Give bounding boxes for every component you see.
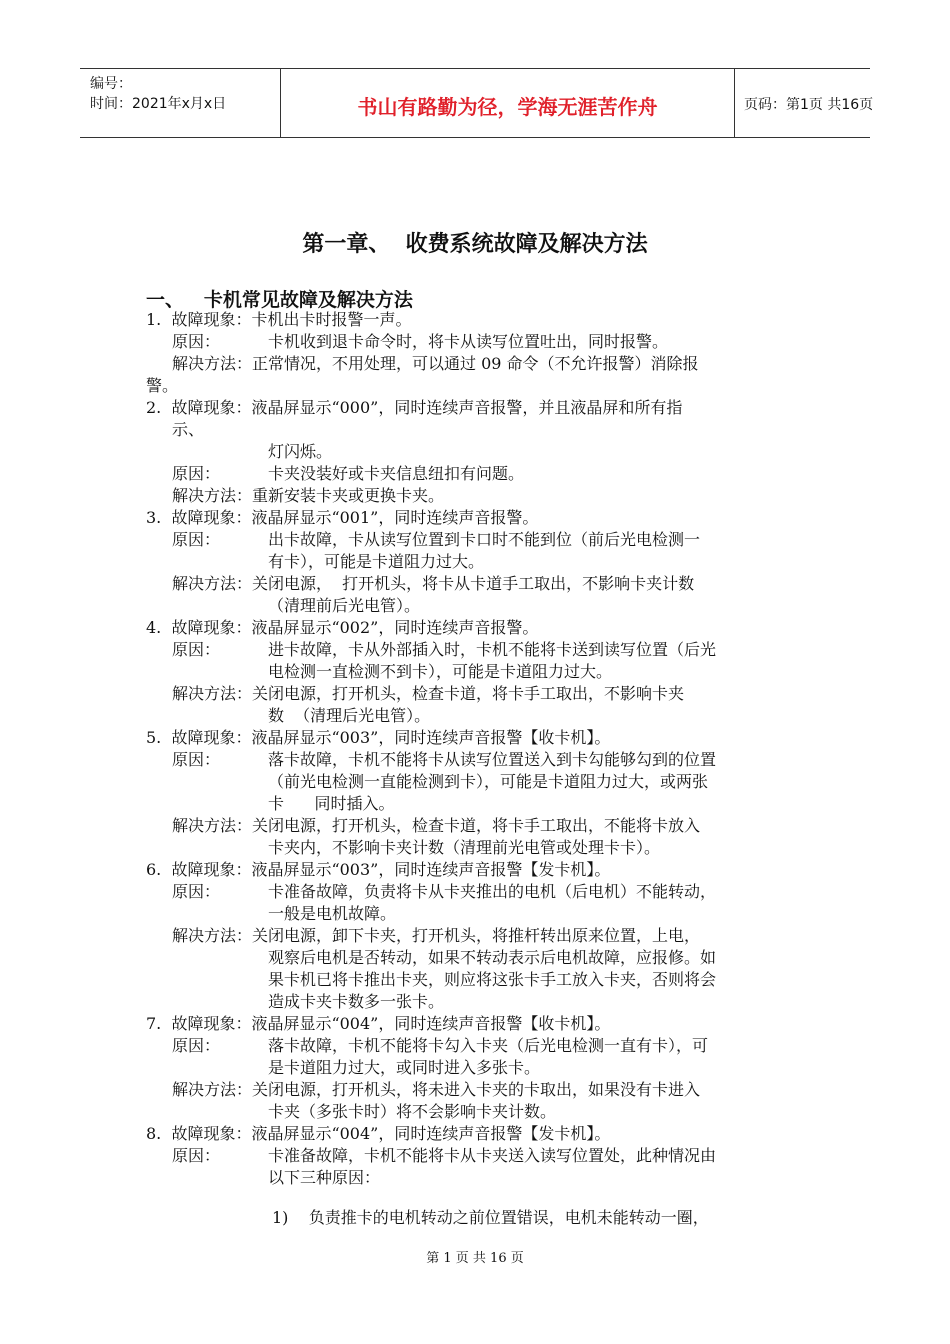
body-line: 电检测一直检测不到卡），可能是卡道阻力过大。 (268, 662, 613, 681)
body-line: 原因： (172, 464, 221, 483)
header-center-cell (280, 69, 735, 137)
body-line: 卡准备故障，负责将卡从卡夹推出的电机（后电机）不能转动， (268, 882, 717, 901)
body-line: 卡机收到退卡命令时，将卡从读写位置吐出，同时报警。 (268, 332, 669, 351)
body-line: 造成卡夹卡数多一张卡。 (268, 992, 445, 1011)
body-line: 解决方法：正常情况，不用处理，可以通过 09 命令（不允许报警）消除报 (172, 354, 699, 373)
body-line: 2. 故障现象：液晶屏显示“000”，同时连续声音报警，并且液晶屏和所有指 (146, 398, 683, 417)
body-line: 数 （清理后光电管）。 (268, 706, 431, 725)
page-info: 页码：第1页 共16页 (744, 97, 874, 113)
body-line: 是卡道阻力过大，或同时进入多张卡。 (268, 1058, 541, 1077)
body-line: 卡夹没装好或卡夹信息纽扣有问题。 (268, 464, 525, 483)
body-line: 原因： (172, 1146, 221, 1165)
body-line: 卡夹内，不影响卡夹计数（清理前光电管或处理卡卡）。 (268, 838, 661, 857)
body-line: 以下三种原因： (268, 1168, 381, 1187)
chapter-title: 第一章、 收费系统故障及解决方法 (302, 232, 648, 257)
body-line: 原因： (172, 750, 221, 769)
body-line: 7. 故障现象：液晶屏显示“004”，同时连续声音报警【收卡机】。 (146, 1014, 611, 1033)
body-line: 1) 负责推卡的电机转动之前位置错误，电机未能转动一圈， (272, 1208, 709, 1227)
body-line: 原因： (172, 332, 221, 351)
body-line: 果卡机已将卡推出卡夹，则应将这张卡手工放入卡夹，否则将会 (268, 970, 717, 989)
body-line: 出卡故障，卡从读写位置到卡口时不能到位（前后光电检测一 (268, 530, 701, 549)
body-line: 原因： (172, 640, 221, 659)
header-left-cell (80, 69, 280, 137)
section-title: 一、 卡机常见故障及解决方法 (146, 289, 413, 311)
body-line: 示、 (172, 420, 205, 439)
header-table (80, 68, 874, 138)
body-line: 解决方法：关闭电源，打开机头，将未进入卡夹的卡取出，如果没有卡进入 (172, 1080, 701, 1099)
body-line: 原因： (172, 1036, 221, 1055)
body-line: 1. 故障现象：卡机出卡时报警一声。 (146, 310, 412, 329)
body-line: 8. 故障现象：液晶屏显示“004”，同时连续声音报警【发卡机】。 (146, 1124, 611, 1143)
time-label: 时间：2021年x月x日 (90, 96, 227, 112)
body-line: 观察后电机是否转动，如果不转动表示后电机故障，应报修。如 (268, 948, 717, 967)
motto-text: 书山有路勤为径，学海无涯苦作舟 (357, 95, 658, 119)
body-line: （清理前后光电管）。 (268, 596, 421, 615)
page-footer: 第 1 页 共 16 页 (426, 1251, 524, 1266)
header-right-cell (734, 69, 874, 137)
body-line: 灯闪烁。 (268, 442, 333, 461)
body-line: 解决方法：关闭电源，打开机头，检查卡道，将卡手工取出，不能将卡放入 (172, 816, 701, 835)
body-line: 警。 (146, 376, 179, 395)
body-line: 4. 故障现象：液晶屏显示“002”，同时连续声音报警。 (146, 618, 539, 637)
body-line: 卡准备故障，卡机不能将卡从卡夹送入读写位置处，此种情况由 (268, 1146, 717, 1165)
body-line: 解决方法：重新安装卡夹或更换卡夹。 (172, 486, 445, 505)
body-line: 卡 同时插入。 (268, 794, 395, 813)
body-line: 解决方法：关闭电源， 打开机头，将卡从卡道手工取出，不影响卡夹计数 (172, 574, 695, 593)
body-line: 落卡故障，卡机不能将卡勾入卡夹（后光电检测一直有卡），可 (268, 1036, 709, 1055)
body-line: 原因： (172, 530, 221, 549)
body-line: （前光电检测一直能检测到卡），可能是卡道阻力过大，或两张 (268, 772, 709, 791)
number-label: 编号： (90, 76, 132, 92)
body-line: 进卡故障，卡从外部插入时，卡机不能将卡送到读写位置（后光 (268, 640, 717, 659)
body-line: 5. 故障现象：液晶屏显示“003”，同时连续声音报警【收卡机】。 (146, 728, 611, 747)
body-line: 一般是电机故障。 (268, 904, 397, 923)
body-line: 解决方法：关闭电源，卸下卡夹，打开机头，将推杆转出原来位置，上电， (172, 926, 701, 945)
body-line: 6. 故障现象：液晶屏显示“003”，同时连续声音报警【发卡机】。 (146, 860, 611, 879)
body-line: 3. 故障现象：液晶屏显示“001”，同时连续声音报警。 (146, 508, 539, 527)
body-line: 落卡故障，卡机不能将卡从读写位置送入到卡勾能够勾到的位置 (268, 750, 717, 769)
body-line: 有卡），可能是卡道阻力过大。 (268, 552, 485, 571)
body-line: 卡夹（多张卡时）将不会影响卡夹计数。 (268, 1102, 557, 1121)
body-line: 解决方法：关闭电源，打开机头，检查卡道，将卡手工取出，不影响卡夹 (172, 684, 685, 703)
body-line: 原因： (172, 882, 221, 901)
